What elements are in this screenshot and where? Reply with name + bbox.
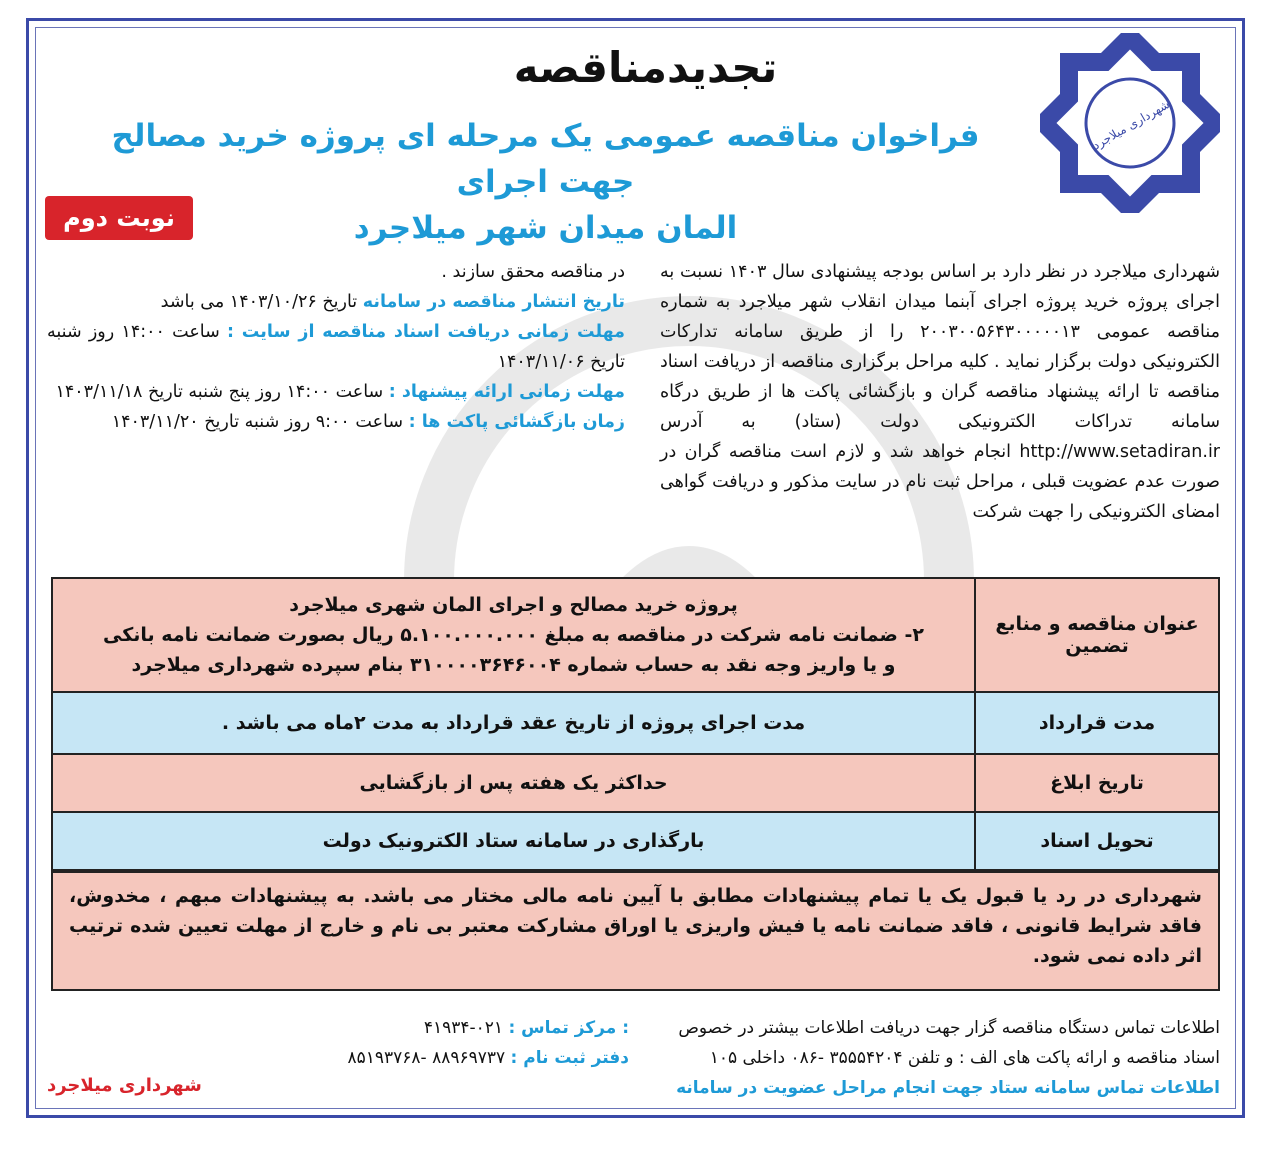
row-label: مدت قرارداد (974, 693, 1218, 753)
signature: شهرداری میلاجرد (47, 1075, 202, 1096)
registration-office (269, 1043, 629, 1073)
call-center (269, 1013, 629, 1043)
guarantee-line-1: پروژه خرید مصالح و اجرای المان شهری میلاجرد (289, 594, 738, 616)
call-center-info (269, 1013, 629, 1073)
call-center-label: : مرکز تماس : (508, 1018, 629, 1038)
office-value: ۸۸۹۶۹۷۳۷ -۸۵۱۹۳۷۶۸ (347, 1048, 506, 1068)
notice-frame (26, 18, 1245, 1118)
row-content: بارگذاری در سامانه ستاد الکترونیک دولت (322, 830, 705, 852)
table-row (51, 753, 1220, 811)
page-subtitle (69, 113, 1022, 251)
offer-deadline (47, 377, 625, 407)
page-title: تجدیدمناقصه (513, 43, 778, 92)
contact-line-2: اسناد مناقصه و ارائه پاکت های الف : و تلفن ۳۵۵۵۴۲۰۴ -۰۸۶ داخلی ۱۰۵ (709, 1048, 1220, 1068)
row-content (53, 579, 974, 691)
offer-value: ساعت ۱۴:۰۰ روز پنج شنبه تاریخ ۱۴۰۳/۱۱/۱۸ (55, 382, 384, 402)
docs-label: مهلت زمانی دریافت اسناد مناقصه از سایت : (227, 322, 626, 342)
schedule-section (47, 257, 625, 437)
publish-date (47, 287, 625, 317)
subtitle-line-1: فراخوان مناقصه عمومی یک مرحله ای پروژه خرید مصالح جهت اجرای (111, 118, 980, 200)
office-label: دفتر ثبت نام : (510, 1048, 629, 1068)
open-value: ساعت ۹:۰۰ روز شنبه تاریخ ۱۴۰۳/۱۱/۲۰ (111, 412, 404, 432)
table-row (51, 691, 1220, 753)
table-row (51, 811, 1220, 871)
publish-label: تاریخ انتشار مناقصه در سامانه (362, 292, 625, 312)
table-row (51, 577, 1220, 691)
municipality-logo (1040, 33, 1220, 213)
contact-info (650, 1013, 1220, 1103)
schedule-cont: در مناقصه محقق سازند . (441, 262, 625, 282)
row-label: تحویل اسناد (974, 813, 1218, 869)
offer-label: مهلت زمانی ارائه پیشنهاد : (388, 382, 625, 402)
details-table (51, 577, 1220, 871)
call-center-value: ۰۲۱-۴۱۹۳۴ (423, 1018, 504, 1038)
row-content: مدت اجرای پروژه از تاریخ عقد قرارداد به مدت ۲ماه می باشد . (221, 712, 806, 734)
open-label: زمان بازگشائی پاکت ها : (408, 412, 625, 432)
row-label: عنوان مناقصه و منابع تضمین (974, 579, 1218, 691)
contact-line-1: اطلاعات تماس دستگاه مناقصه گزار جهت دریافت اطلاعات بیشتر در خصوص (678, 1018, 1220, 1038)
intro-paragraph: شهرداری میلاجرد در نظر دارد بر اساس بودجه پیشنهادی سال ۱۴۰۳ نسبت به اجرای پروژه خرید پروژه اجرای آبنما میدان انقلاب شهر میلاجرد به شماره مناقصه عمومی ۲۰۰۳۰۰۵۶۴۳۰۰۰۰۰۱۳ را از طریق سامانه تدارکات الکترونیکی دولت برگزار نماید . کلیه مراحل برگزاری مناقصه از دریافت اسناد مناقصه تا ارائه پیشنهاد مناقصه گران و بازگشائی پاکت ها از طریق درگاه سامانه تدراکات الکترونیکی دولت (ستاد) به آدرس http://www.setadiran.ir انجام خواهد شد و لازم است مناقصه گران در صورت عدم عضویت قبلی ، مراحل ثبت نام در سایت مذکور و دریافت گواهی امضای الکترونیکی را جهت شرکت (660, 262, 1221, 522)
opening-time (47, 407, 625, 437)
guarantee-line-3: و یا واریز وجه نقد به حساب شماره ۳۱۰۰۰۰۳۶۴۶۰۰۴ بنام سپرده شهرداری میلاجرد (131, 654, 896, 676)
round-badge: نوبت دوم (45, 196, 193, 240)
subtitle-line-2: المان میدان شهر میلاجرد (353, 210, 738, 246)
terms-note: شهرداری در رد یا قبول یک یا تمام پیشنهادات مطابق با آیین نامه مالی مختار می باشد. به پیشنهادات مبهم ، مخدوش، فاقد شرایط قانونی ، فاقد ضمانت نامه یا فیش واریزی یا اوراق مشارکت معتبر بی نام و خارج از مهلت تعیین شده ترتیب اثر داده نمی شود. (51, 871, 1220, 991)
docs-value: ساعت ۱۴:۰۰ روز شنبه تاریخ ۱۴۰۳/۱۱/۰۶ (47, 322, 625, 372)
guarantee-line-2: ۲- ضمانت نامه شرکت در مناقصه به مبلغ ۵.۱۰۰.۰۰۰.۰۰۰ ریال بصورت ضمانت نامه بانکی (103, 624, 924, 646)
publish-value: تاریخ ۱۴۰۳/۱۰/۲۶ می باشد (160, 292, 358, 312)
docs-deadline (47, 317, 625, 377)
contact-line-3: اطلاعات تماس سامانه ستاد جهت انجام مراحل عضویت در سامانه (676, 1078, 1220, 1098)
row-label: تاریخ ابلاغ (974, 755, 1218, 811)
logo-text: شهرداری میلاجرد (1090, 97, 1172, 153)
row-content: حداکثر یک هفته پس از بازگشایی (359, 772, 668, 794)
